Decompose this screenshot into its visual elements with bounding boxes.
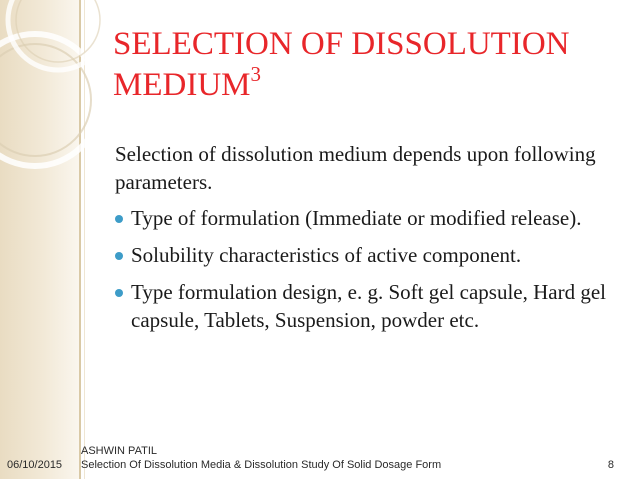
slide-body [115, 140, 615, 343]
page-number: 8 [607, 459, 614, 471]
bullet-text: Solubility characteristics of active component. [131, 243, 522, 267]
footer-course-title: Selection Of Dissolution Media & Dissolution Study Of Solid Dosage Form [81, 459, 442, 471]
slide-title-text: SELECTION OF DISSOLUTION MEDIUM [113, 26, 570, 103]
slide-title [113, 24, 613, 106]
footer-author: ASHWIN PATIL [81, 445, 157, 457]
bullet-item [115, 241, 615, 269]
intro-paragraph: Selection of dissolution medium depends upon following parameters. [115, 142, 596, 194]
footer-date: 06/10/2015 [7, 459, 63, 471]
bullet-dot-icon [115, 215, 123, 223]
title-superscript: 3 [250, 62, 261, 86]
bullet-text: Type of formulation (Immediate or modified release). [131, 206, 582, 230]
bullet-dot-icon [115, 252, 123, 260]
bullet-dot-icon [115, 289, 123, 297]
bullet-item [115, 204, 615, 232]
bullet-text: Type formulation design, e. g. Soft gel capsule, Hard gel capsule, Tablets, Suspension, powder etc. [131, 280, 606, 332]
bullet-list [115, 204, 615, 334]
bullet-item [115, 278, 615, 334]
